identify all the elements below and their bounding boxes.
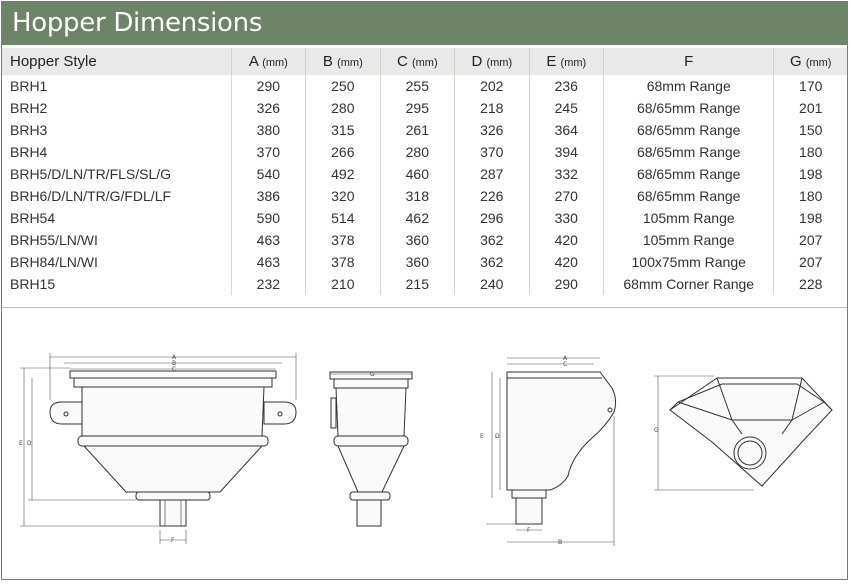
cell-e: 270 (529, 185, 603, 207)
cell-b: 492 (306, 163, 380, 185)
cell-c: 295 (380, 97, 454, 119)
cell-b: 266 (306, 141, 380, 163)
profile-label-e: E (480, 433, 484, 440)
cell-b: 320 (306, 185, 380, 207)
cell-f: 68/65mm Range (604, 97, 774, 119)
cell-b: 280 (306, 97, 380, 119)
profile-label-b: B (558, 539, 563, 546)
cell-a: 590 (231, 207, 305, 229)
header-c: C (mm) (380, 48, 454, 75)
cell-d: 226 (455, 185, 529, 207)
table-header-row (2, 48, 847, 75)
front-view-drawing (50, 371, 296, 526)
cell-style: BRH6/D/LN/TR/G/FDL/LF (10, 188, 172, 204)
cell-c: 255 (380, 75, 454, 97)
cell-g: 180 (774, 185, 847, 207)
cell-c: 261 (380, 119, 454, 141)
cell-a: 463 (231, 251, 305, 273)
cell-c: 318 (380, 185, 454, 207)
cell-g: 170 (774, 75, 847, 97)
cell-e: 332 (529, 163, 603, 185)
cell-f: 68/65mm Range (604, 141, 774, 163)
table-row (2, 119, 847, 141)
cell-f: 68/65mm Range (604, 185, 774, 207)
front-label-b: B (172, 360, 177, 367)
table-row (2, 163, 847, 185)
profile-label-c: C (563, 361, 568, 368)
cell-c: 460 (380, 163, 454, 185)
cell-e: 290 (529, 273, 603, 295)
header-d: D (mm) (455, 48, 529, 75)
header-g: G (mm) (774, 48, 847, 75)
cell-c: 462 (380, 207, 454, 229)
cell-g: 150 (774, 119, 847, 141)
cell-e: 394 (529, 141, 603, 163)
cell-style: BRH2 (10, 100, 48, 116)
cell-f: 105mm Range (604, 229, 774, 251)
cell-a: 463 (231, 229, 305, 251)
cell-g: 228 (774, 273, 847, 295)
cell-f: 105mm Range (604, 207, 774, 229)
cell-style: BRH55/LN/WI (10, 232, 98, 248)
profile-view-drawing (507, 372, 616, 524)
plan-label-g: G (654, 427, 659, 434)
technical-drawings (2, 307, 847, 580)
cell-style: BRH3 (10, 122, 48, 138)
cell-b: 378 (306, 229, 380, 251)
front-label-a: A (172, 354, 177, 361)
front-label-e: E (19, 440, 23, 447)
cell-d: 370 (455, 141, 529, 163)
table-row (2, 75, 847, 97)
table-row (2, 207, 847, 229)
dimensions-table (2, 48, 847, 295)
cell-g: 198 (774, 163, 847, 185)
cell-e: 420 (529, 229, 603, 251)
profile-label-a: A (563, 355, 568, 362)
cell-a: 232 (231, 273, 305, 295)
side-view-drawing (330, 372, 412, 526)
cell-d: 287 (455, 163, 529, 185)
cell-style: BRH15 (10, 276, 56, 292)
cell-g: 180 (774, 141, 847, 163)
cell-a: 326 (231, 97, 305, 119)
cell-f: 68/65mm Range (604, 163, 774, 185)
cell-b: 315 (306, 119, 380, 141)
cell-c: 360 (380, 251, 454, 273)
table-body (2, 75, 847, 295)
cell-e: 420 (529, 251, 603, 273)
cell-f: 68mm Range (604, 75, 774, 97)
hopper-dimensions-sheet (1, 1, 848, 580)
table-row (2, 273, 847, 295)
cell-d: 362 (455, 229, 529, 251)
cell-a: 370 (231, 141, 305, 163)
cell-d: 362 (455, 251, 529, 273)
table-row (2, 97, 847, 119)
cell-a: 380 (231, 119, 305, 141)
cell-g: 201 (774, 97, 847, 119)
drawings-svg (2, 308, 847, 580)
cell-c: 215 (380, 273, 454, 295)
cell-f: 68/65mm Range (604, 119, 774, 141)
cell-b: 210 (306, 273, 380, 295)
cell-style: BRH1 (10, 78, 48, 94)
header-a: A (mm) (231, 48, 305, 75)
cell-g: 207 (774, 229, 847, 251)
cell-a: 386 (231, 185, 305, 207)
cell-style: BRH84/LN/WI (10, 254, 98, 270)
table-row (2, 229, 847, 251)
cell-a: 290 (231, 75, 305, 97)
cell-d: 218 (455, 97, 529, 119)
cell-b: 378 (306, 251, 380, 273)
cell-style: BRH5/D/LN/TR/FLS/SL/G (10, 166, 172, 182)
header-e: E (mm) (529, 48, 603, 75)
cell-d: 326 (455, 119, 529, 141)
cell-d: 296 (455, 207, 529, 229)
cell-style: BRH54 (10, 210, 56, 226)
side-label-g: G (370, 371, 375, 378)
cell-g: 198 (774, 207, 847, 229)
profile-label-f: F (527, 527, 531, 534)
table-row (2, 185, 847, 207)
cell-e: 245 (529, 97, 603, 119)
cell-e: 364 (529, 119, 603, 141)
table-row (2, 251, 847, 273)
cell-b: 250 (306, 75, 380, 97)
front-label-d: D (27, 440, 32, 447)
cell-g: 207 (774, 251, 847, 273)
header-hopper-style: Hopper Style (2, 48, 231, 75)
header-f: F (604, 48, 774, 75)
cell-d: 240 (455, 273, 529, 295)
cell-e: 330 (529, 207, 603, 229)
front-label-c: C (172, 366, 177, 373)
title-bar (2, 2, 847, 45)
profile-label-d: D (495, 433, 500, 440)
plan-view-drawing (670, 378, 832, 486)
cell-style: BRH4 (10, 144, 48, 160)
cell-b: 514 (306, 207, 380, 229)
page-title: Hopper Dimensions (12, 8, 263, 38)
header-b: B (mm) (306, 48, 380, 75)
cell-c: 360 (380, 229, 454, 251)
table-row (2, 141, 847, 163)
cell-f: 100x75mm Range (604, 251, 774, 273)
cell-d: 202 (455, 75, 529, 97)
cell-a: 540 (231, 163, 305, 185)
cell-e: 236 (529, 75, 603, 97)
front-label-f: F (171, 537, 175, 544)
cell-c: 280 (380, 141, 454, 163)
cell-f: 68mm Corner Range (604, 273, 774, 295)
